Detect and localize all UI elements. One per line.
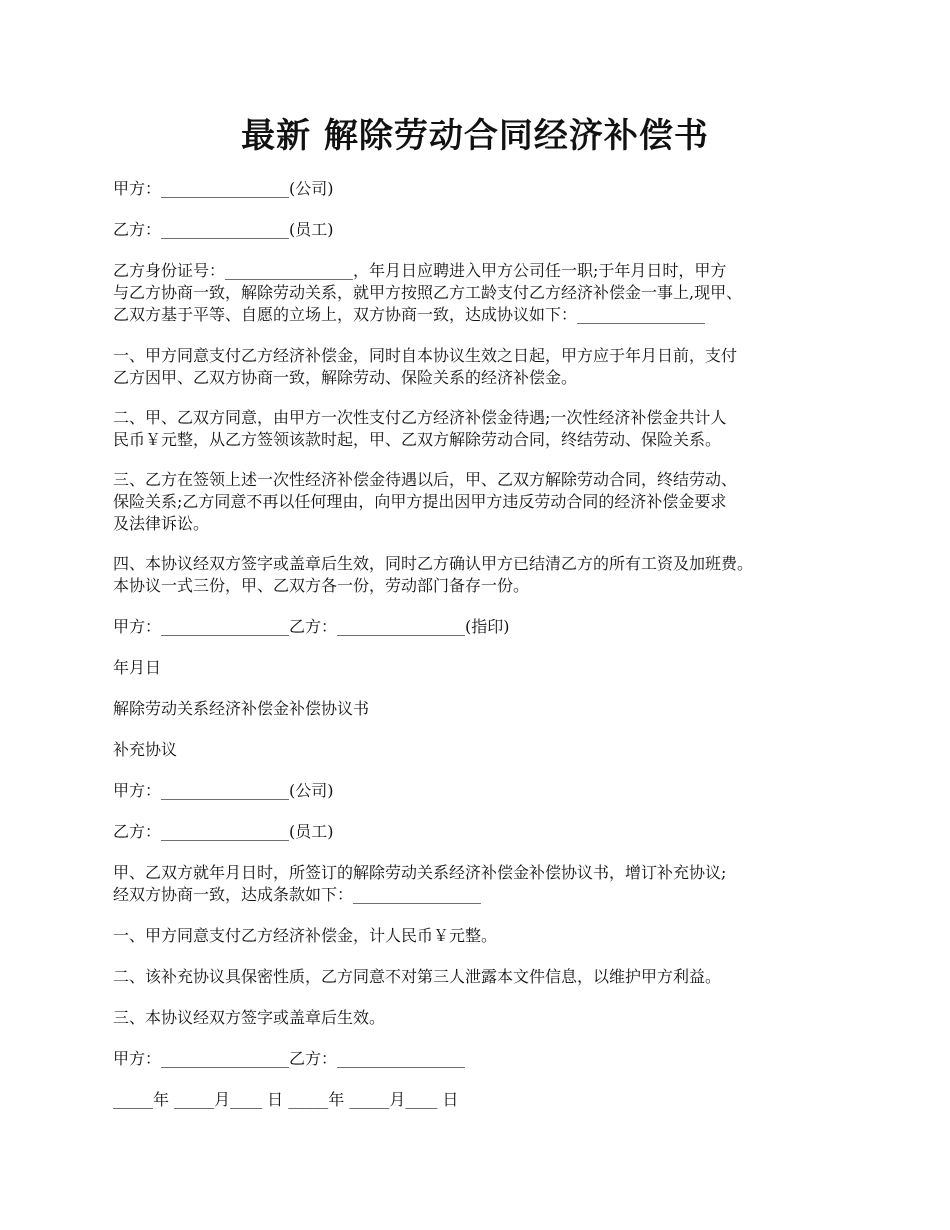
- supplement-intro-line: 经双方协商一致，达成条款如下：________________: [113, 885, 482, 904]
- document-title: 最新 解除劳动合同经济补偿书: [241, 116, 709, 156]
- supplement-heading: 补充协议: [113, 740, 178, 759]
- supplement-clause-2: 二、该补充协议具保密性质，乙方同意不对第三人泄露本文件信息，以维护甲方利益。: [113, 967, 722, 986]
- agreement-signatures: 甲方：________________乙方：________________(指印): [113, 617, 510, 636]
- agreement-intro: [113, 260, 848, 326]
- supplement-clause-3: 三、本协议经双方签字或盖章后生效。: [113, 1008, 386, 1027]
- document-body: [113, 178, 848, 1130]
- agreement-clause-3: [113, 469, 848, 535]
- party-b-line: 乙方：________________(员工): [113, 220, 334, 239]
- clause-line: 保险关系;乙方同意不再以任何理由，向甲方提出因甲方违反劳动合同的经济补偿金要求: [113, 492, 727, 511]
- clause-line: 民币￥元整，从乙方签领该款时起，甲、乙双方解除劳动合同，终结劳动、保险关系。: [113, 430, 722, 449]
- agreement-clause-2: [113, 407, 848, 451]
- supplement-signatures: 甲方：________________乙方：________________: [113, 1049, 466, 1068]
- agreement-intro-line: 乙双方基于平等、自愿的立场上，双方协商一致，达成协议如下：________________: [113, 305, 706, 324]
- supplement-clause-1: 一、甲方同意支付乙方经济补偿金，计人民币￥元整。: [113, 926, 498, 945]
- supplement-intro-line: 甲、乙双方就年月日时，所签订的解除劳动关系经济补偿金补偿协议书，增订补充协议;: [113, 863, 727, 882]
- supplement-dates: _____年 _____月____ 日 _____年 _____月____ 日: [113, 1090, 459, 1109]
- agreement-clause-1: [113, 345, 848, 389]
- agreement-intro-line: 与乙方协商一致，解除劳动关系，就甲方按照乙方工龄支付乙方经济补偿金一事上,现甲、: [113, 283, 743, 302]
- agreement-date: 年月日: [113, 658, 162, 677]
- clause-line: 一、甲方同意支付乙方经济补偿金，同时自本协议生效之日起，甲方应于年月日前，支付: [113, 346, 738, 365]
- clause-line: 本协议一式三份，甲、乙双方各一份，劳动部门备存一份。: [113, 576, 530, 595]
- clause-line: 乙方因甲、乙双方协商一致，解除劳动、保险关系的经济补偿金。: [113, 368, 578, 387]
- agreement-clause-4: [113, 553, 848, 597]
- document-subtitle: 解除劳动关系经济补偿金补偿协议书: [113, 699, 370, 718]
- clause-line: 三、乙方在签领上述一次性经济补偿金待遇以后，甲、乙双方解除劳动合同，终结劳动、: [113, 470, 738, 489]
- clause-line: 二、甲、乙双方同意，由甲方一次性支付乙方经济补偿金待遇;一次性经济补偿金共计人: [113, 408, 727, 427]
- agreement-intro-line: 乙方身份证号：________________，年月日应聘进入甲方公司任一职;于年月日时，甲方: [113, 261, 727, 280]
- clause-line: 及法律诉讼。: [113, 514, 210, 533]
- supplement-intro: [113, 862, 848, 906]
- supplement-party-a-line: 甲方：________________(公司): [113, 781, 334, 800]
- party-a-line: 甲方：________________(公司): [113, 179, 334, 198]
- clause-line: 四、本协议经双方签字或盖章后生效，同时乙方确认甲方已结清乙方的所有工资及加班费。: [113, 554, 754, 573]
- supplement-party-b-line: 乙方：________________(员工): [113, 822, 334, 841]
